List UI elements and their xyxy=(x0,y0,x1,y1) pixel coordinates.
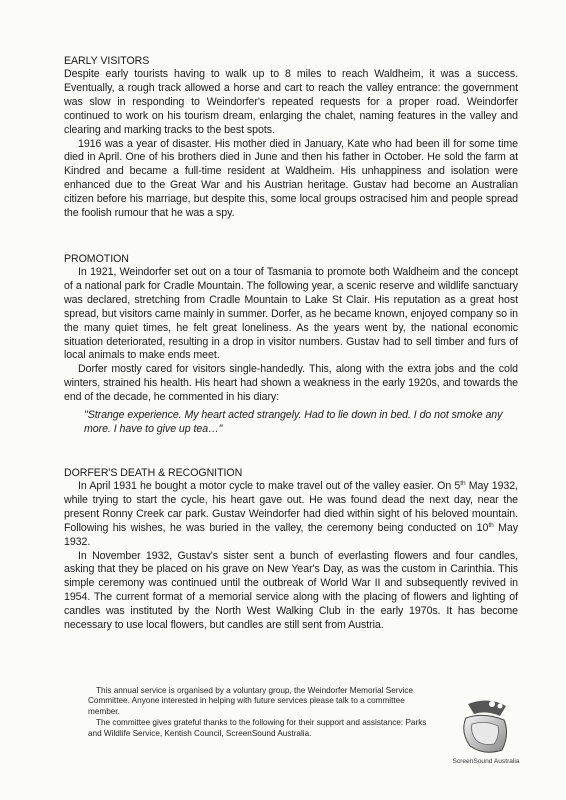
diary-quote: "Strange experience. My heart acted strangely. Had to lie down in bed. I do not smoke any more. I have to give up tea…" xyxy=(84,409,503,436)
section-heading: DORFER'S DEATH & RECOGNITION xyxy=(64,467,243,479)
footer-line: The committee gives grateful thanks to the following for their support and assistance: Parks and Wildlife Service, Kentish Council, ScreenSound Australia. xyxy=(88,718,427,738)
screensound-logo-icon xyxy=(448,694,528,764)
paragraph: Despite early tourists having to walk up to 8 miles to reach Waldheim, it was a success. Eventually, a rough track allowed a horse and cart to reach the valley entrance: the government was slow in responding to Weindorfer's repeated requests for a proper road. Weindorfer continued to work on his tourism dream, enlarging the chalet, naming features in the valley and clearing and marking tracks to the best spots. xyxy=(64,68,518,136)
paragraph: In November 1932, Gustav's sister sent a bunch of everlasting flowers and four candles, asking that they be placed on his grave on New Year's Day, as was the custom in Carinthia. This simple ceremony was continued until the outbreak of World War II and subsequently revived in 1954. The current format of a memorial service along with the placing of flowers and lighting of candles was instituted by the North West Walking Club in the early 1970s. It has become necessary to use local flowers, but candles are still sent from Austria. xyxy=(64,549,518,632)
paragraph: In April 1931 he bought a motor cycle to make travel out of the valley easier. On 5th May 1932, while trying to start the cycle, his heart gave out. He was found dead the next day, near the present Ronny Creek car park. Gustav Weindorfer had died within sight of his beloved mountain. Following his wishes, he was buried in the valley, the ceremony being conducted on 10th May 1932. xyxy=(64,480,518,548)
section-promotion xyxy=(64,252,518,436)
section-heading: PROMOTION xyxy=(64,253,129,265)
footer-acknowledgement xyxy=(88,686,428,739)
logo-caption: ScreenSound Australia xyxy=(452,758,520,765)
paragraph: 1916 was a year of disaster. His mother died in January, Kate who had been ill for some time died in April. One of his brothers died in June and then his father in October. He sold the farm at Kindred and became a full-time resident at Waldheim. His unhappiness and isolation were enhanced due to the Great War and his Austrian heritage. Gustav had become an Australian citizen before his marriage, but despite this, some local groups ostracised him and people spread the foolish rumour that he was a spy. xyxy=(64,137,518,220)
paragraph: Dorfer mostly cared for visitors single-handedly. This, along with the extra jobs and the cold winters, strained his health. His heart had shown a weakness in the early 1920s, and towards the end of the decade, he commented in his diary: xyxy=(64,363,518,404)
section-death-recognition xyxy=(64,466,518,633)
footer-line: This annual service is organised by a voluntary group, the Weindorfer Memorial Service Committee. Anyone interested in helping with future services please talk to a committee member. xyxy=(88,686,414,716)
paragraph: In 1921, Weindorfer set out on a tour of Tasmania to promote both Waldheim and the concept of a national park for Cradle Mountain. The following year, a scenic reserve and wildlife sanctuary was declared, stretching from Cradle Mountain to Lake St Clair. His reputation as a great host spread, but visitors came mainly in summer. Dorfer, as he became known, enjoyed company so in the many quiet times, he felt great loneliness. As the years went by, the national economic situation deteriorated, resulting in a drop in visitor numbers. Gustav had to sell timber and furs of local animals to make ends meet. xyxy=(64,266,518,362)
section-early-visitors xyxy=(64,54,518,221)
section-heading: EARLY VISITORS xyxy=(64,55,150,67)
